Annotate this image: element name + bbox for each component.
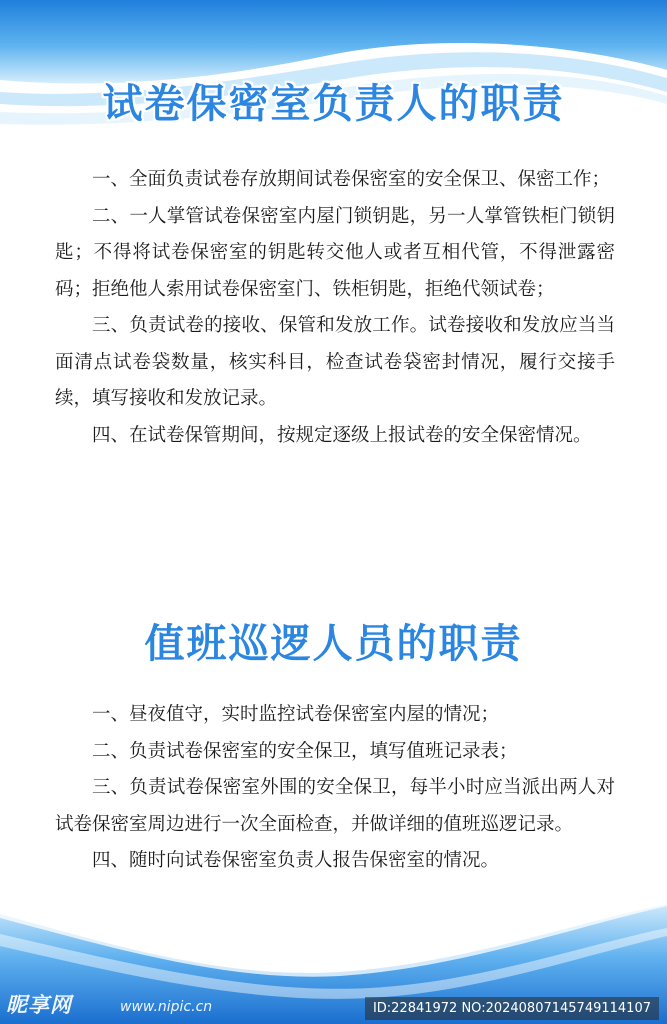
section1-title: 试卷保密室负责人的职责: [102, 81, 565, 127]
section1-paragraph-2: 二、一人掌管试卷保密室内屋门锁钥匙，另一人掌管铁柜门锁钥匙；不得将试卷保密室的钥匙转交他人或者互相代管，不得泄露密码；拒绝他人索用试卷保密室门、铁柜钥匙，拒绝代领试卷；: [55, 205, 615, 300]
watermark-id-label: ID:22841972 NO:20240807145749114107: [365, 997, 659, 1020]
section2-paragraph-4: 四、随时向试卷保密室负责人报告保密室的情况。: [92, 850, 500, 871]
section2-content: [55, 697, 615, 880]
section1-paragraph-4: 四、在试卷保管期间，按规定逐级上报试卷的安全保密情况。: [92, 424, 592, 446]
watermark-logo: 昵享网: [6, 993, 72, 1017]
section2-paragraph-2: 二、负责试卷保密室的安全保卫，填写值班记录表；: [92, 740, 518, 762]
section2-paragraph-3: 三、负责试卷保密室外围的安全保卫，每半小时应当派出两人对试卷保密室周边进行一次全面检查，并做详细的值班巡逻记录。: [55, 777, 615, 835]
section2-paragraph-1: 一、昼夜值守，实时监控试卷保密室内屋的情况；: [92, 704, 500, 725]
section1-content: [55, 162, 615, 454]
watermark-url: www.nipic.cn: [120, 999, 213, 1015]
section1-paragraph-1: 一、全面负责试卷存放期间试卷保密室的安全保卫、保密工作；: [92, 169, 611, 190]
section2-title: 值班巡逻人员的职责: [144, 621, 523, 667]
section1-paragraph-3: 三、负责试卷的接收、保管和发放工作。试卷接收和发放应当当面清点试卷袋数量，核实科目，检查试卷袋密封情况，履行交接手续，填写接收和发放记录。: [55, 315, 615, 409]
